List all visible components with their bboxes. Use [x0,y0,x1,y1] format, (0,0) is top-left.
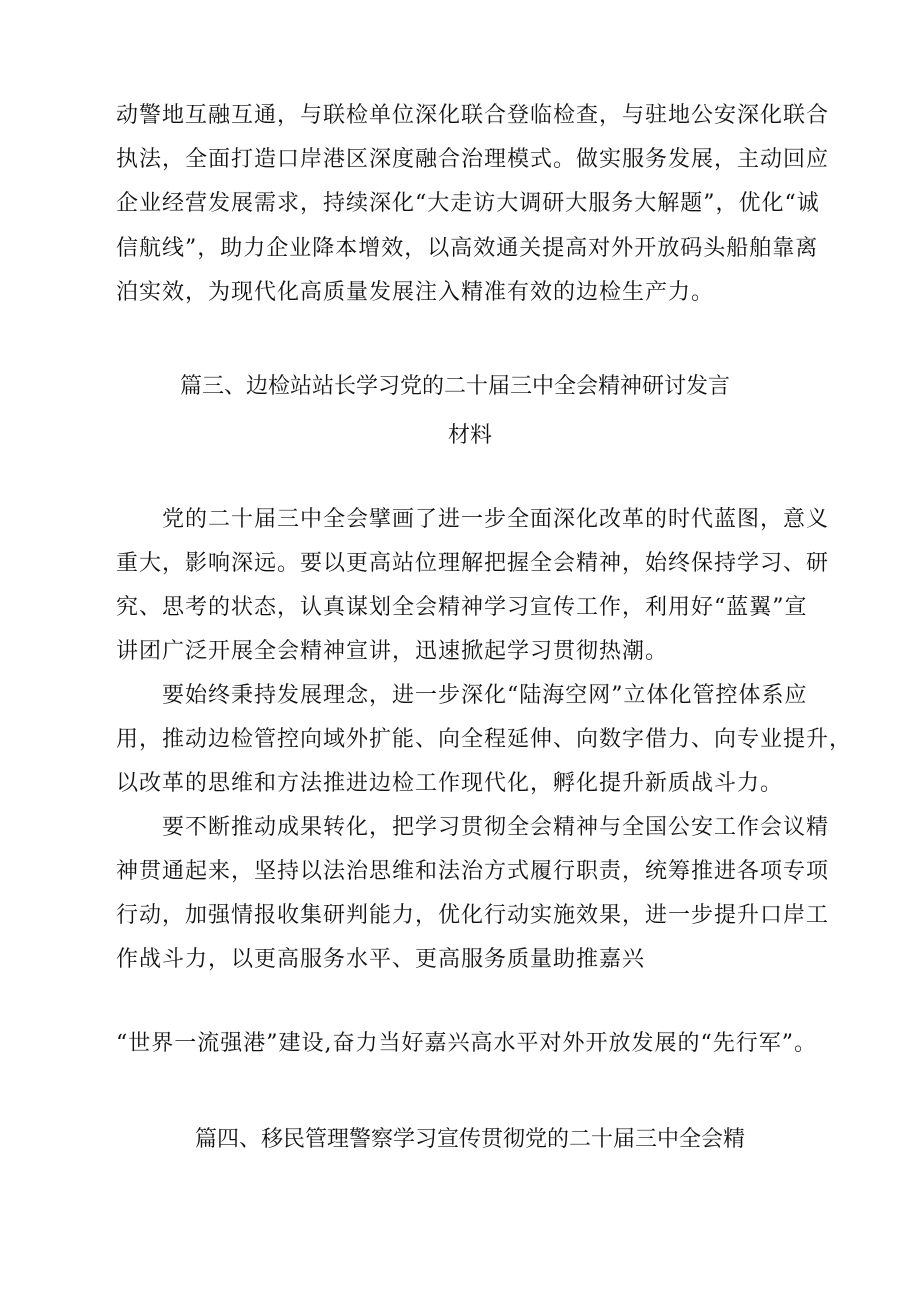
body-text-line: 神贯通起来，坚持以法治思维和法治方式履行职责，统筹推进各项专项 [116,859,830,884]
body-text-line: 要不断推动成果转化，把学习贯彻全会精神与全国公安工作会议精 [162,815,830,840]
body-text-line: 党的二十届三中全会擘画了进一步全面深化改革的时代蓝图，意义 [162,507,830,532]
body-text-line: 要始终秉持发展理念，进一步深化“陆海空网”立体化管控体系应 [162,683,808,708]
body-text-line: 讲团广泛开展全会精神宣讲，迅速掀起学习贯彻热潮。 [116,639,669,664]
body-text-line: 究、思考的状态，认真谋划全会精神学习宣传工作，利用好“蓝翼”宣 [116,595,808,620]
body-text-line: 重大，影响深远。要以更高站位理解把握全会精神，始终保持学习、研 [116,551,830,576]
body-text-line: 动警地互融互通，与联检单位深化联合登临检查，与驻地公安深化联合 [116,103,830,128]
section-title-continued: 材料 [447,423,492,448]
section-title: 篇三、边检站站长学习党的二十届三中全会精神研讨发言 [179,374,730,399]
body-text-line: 行动，加强情报收集研判能力，优化行动实施效果，进一步提升口岸工 [116,903,830,928]
body-text-line: 作战斗力，以更高服务水平、更高服务质量助推嘉兴 [116,947,646,972]
section-title: 篇四、移民管理警察学习宣传贯彻党的二十届三中全会精 [194,1127,745,1152]
body-text-line: 执法，全面打造口岸港区深度融合治理模式。做实服务发展，主动回应 [116,147,830,172]
body-text-line: 以改革的思维和方法推进边检工作现代化，孵化提升新质战斗力。 [116,771,784,796]
body-text-line: “世界一流强港”建设,奋力当好嘉兴高水平对外开放发展的“先行军”。 [116,1031,817,1056]
body-text-line: 泊实效，为现代化高质量发展注入精准有效的边检生产力。 [116,280,715,305]
body-text-line: 企业经营发展需求，持续深化“大走访大调研大服务大解题”，优化“诚 [116,191,820,216]
body-text-line: 信航线”，助力企业降本增效，以高效通关提高对外开放码头船舶靠离 [116,236,819,261]
body-text-line: 用，推动边检管控向域外扩能、向全程延伸、向数字借力、向专业提升， [116,727,853,752]
